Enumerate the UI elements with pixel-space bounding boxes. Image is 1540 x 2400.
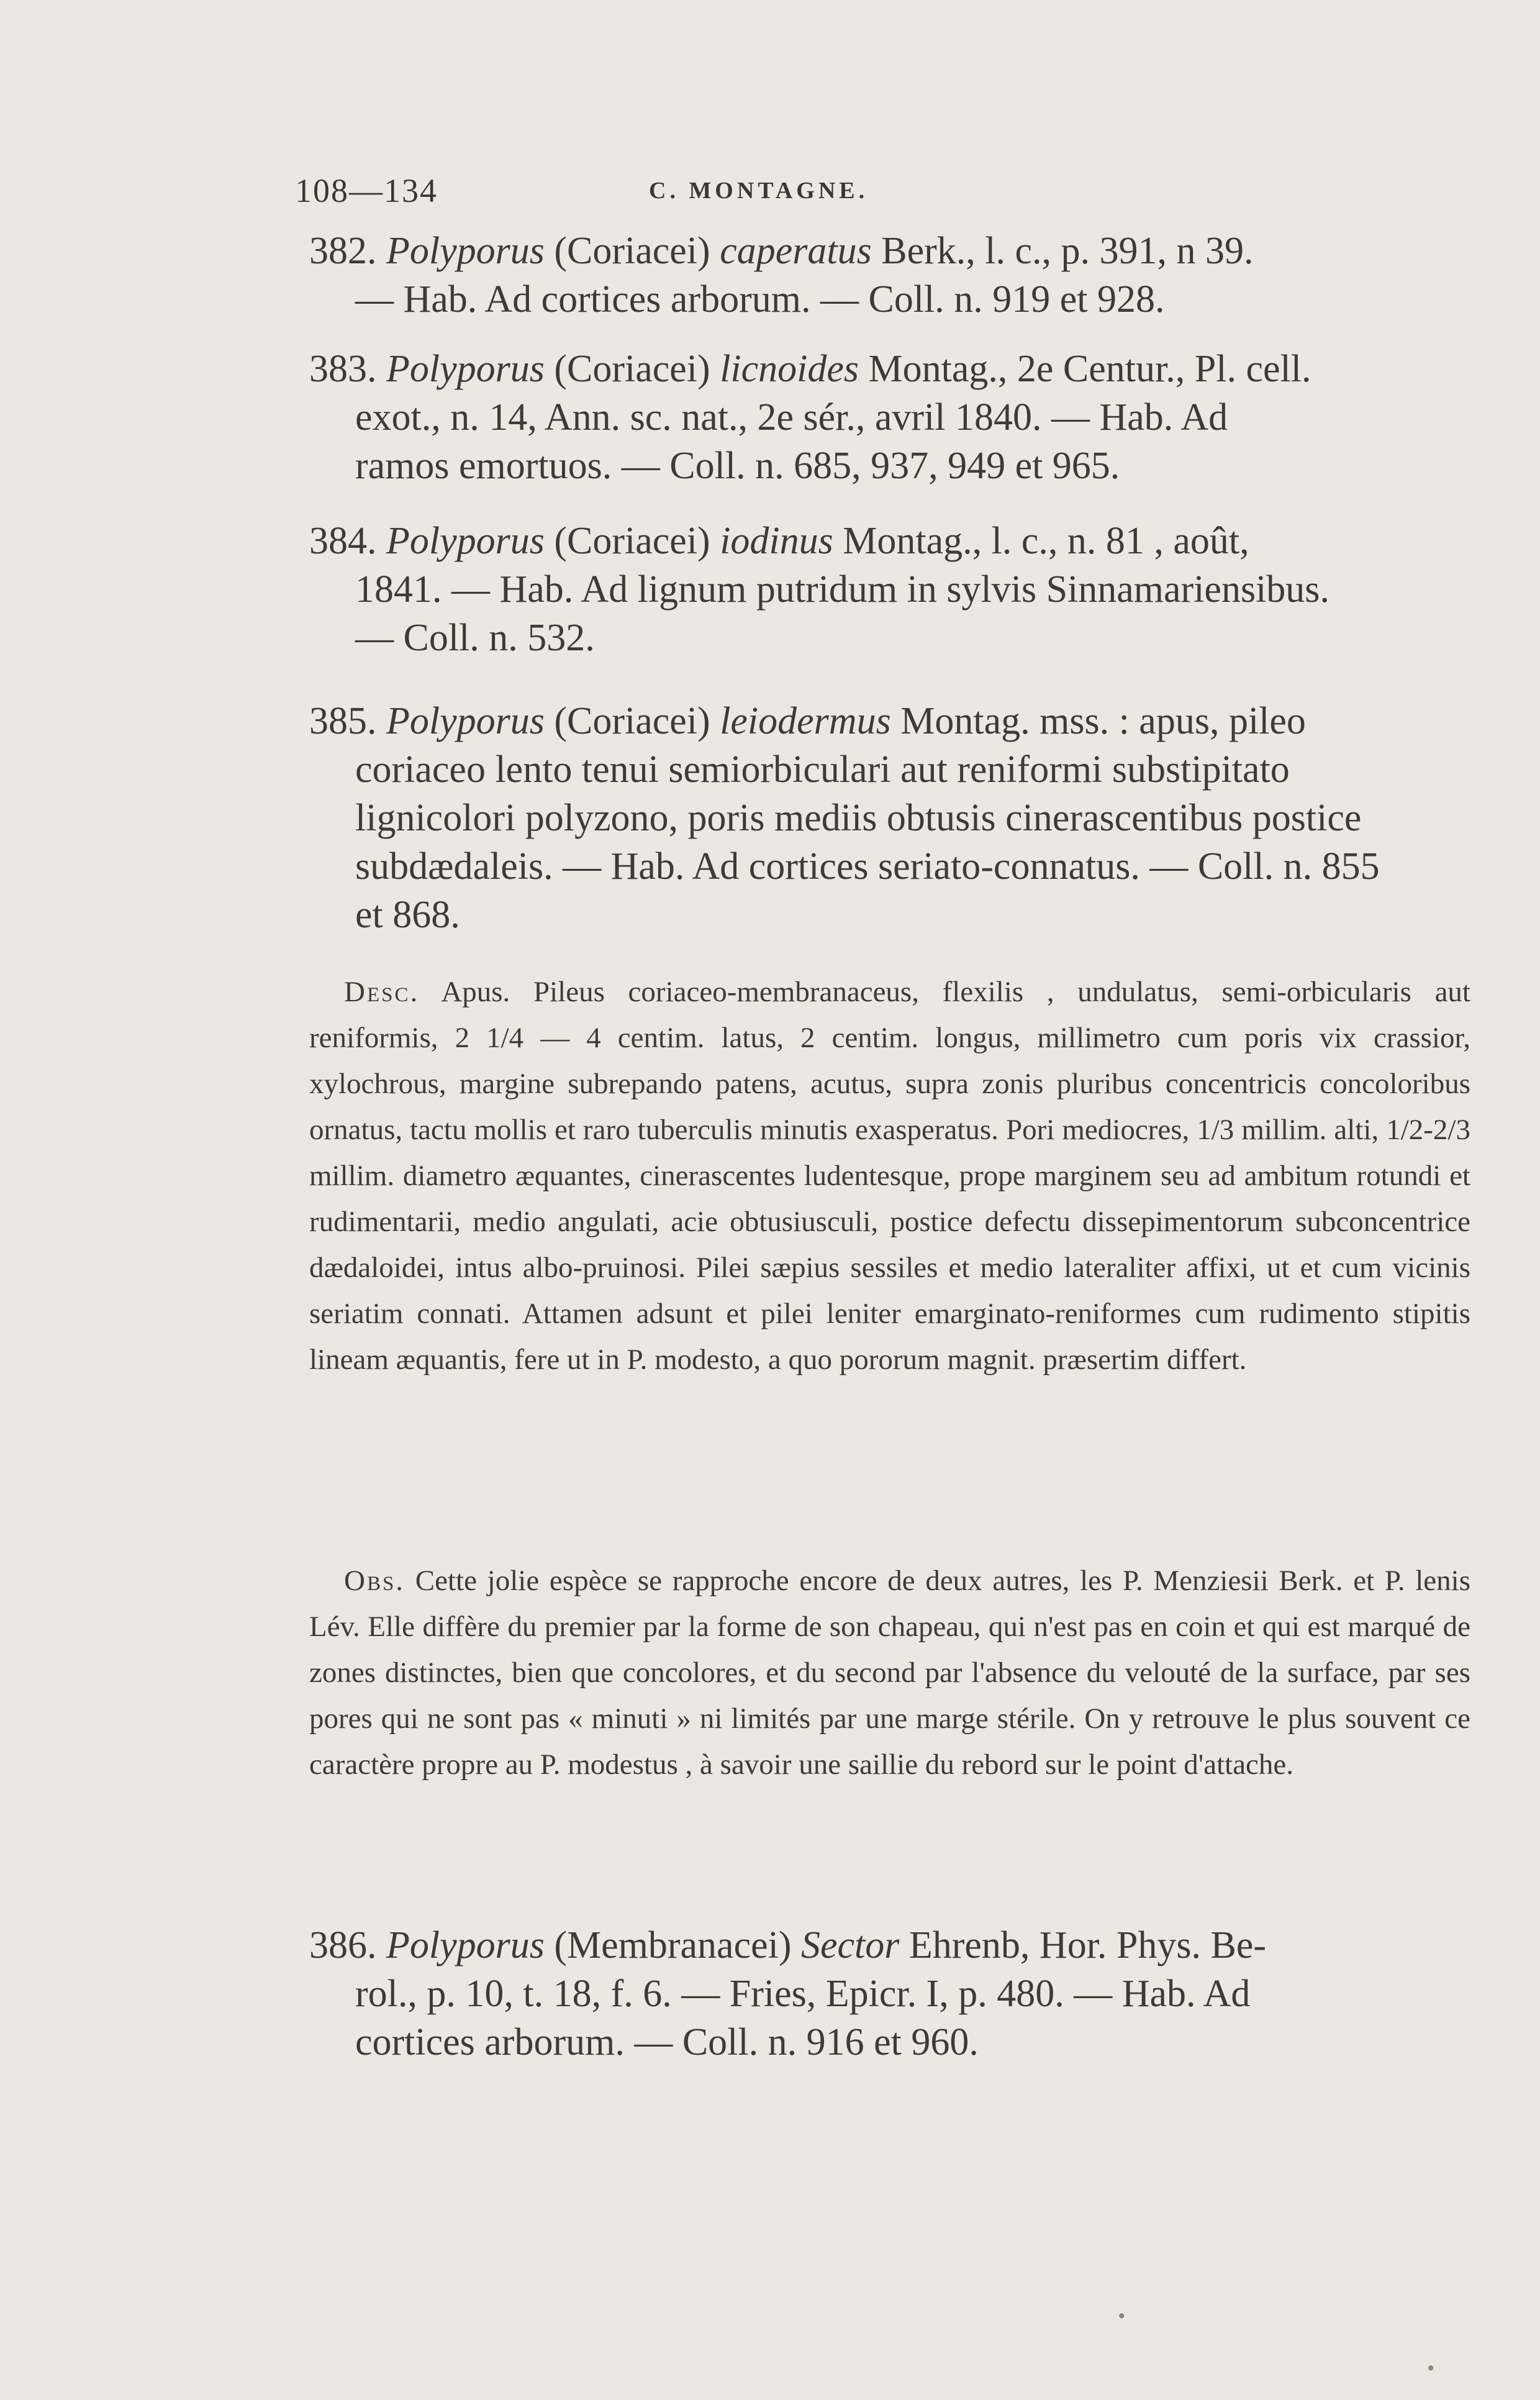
species-name: Sector xyxy=(801,1924,900,1966)
description-text: Apus. Pileus coriaceo-membranaceus, flexilis , undulatus, semi-orbicularis aut reniformis, 2 1/4 — 4 centim. latus, 2 centim. longus, millimetro cum poris vix crassior, xylochrous, margine subrepando patens, acutus, supra zonis pluribus concentricis concoloribus ornatus, tactu mollis et raro tuberculis minutis exasperatus. Pori mediocres, 1/3 millim. alti, 1/2-2/3 millim. diametro æquantes, cinerascentes ludentesque, prope marginem seu ad ambitum rotundi et rudimentarii, medio angulati, acie obtusiusculi, postice defectu dissepimentorum subconcentrice dædaloidei, intus albo-pruinosi. Pilei sæpius sessiles et medio lateraliter affixi, ut et cum vicinis seriatim connati. Attamen adsunt et pilei leniter emarginato-reniformes cum rudimento stipitis lineam æquantis, fere ut in P. modesto, a quo pororum magnit. præsertim differt. xyxy=(309,976,1470,1376)
entry-line: cortices arborum. — Coll. n. 916 et 960. xyxy=(355,2021,979,2063)
species-name: leiodermus xyxy=(720,700,891,742)
species-name: iodinus xyxy=(720,520,833,562)
section-name: (Membranacei) xyxy=(554,1924,792,1966)
species-name: licnoides xyxy=(720,348,859,390)
page-speck: • xyxy=(1116,2306,1127,2327)
genus-name: Polyporus xyxy=(386,700,545,742)
entry-385 xyxy=(309,697,1523,939)
genus-name: Polyporus xyxy=(386,348,545,390)
entry-line: coriaceo lento tenui semiorbiculari aut reniformi substipitato xyxy=(355,748,1290,791)
entry-383 xyxy=(309,345,1523,490)
entry-citation: Berk., l. c., p. 391, n 39. xyxy=(881,230,1254,272)
entry-citation: Montag., 2e Centur., Pl. cell. xyxy=(868,348,1311,390)
entry-line: subdædaleis. — Hab. Ad cortices seriato-connatus. — Coll. n. 855 xyxy=(355,845,1380,888)
entry-386 xyxy=(309,1921,1523,2066)
entry-line: 1841. — Hab. Ad lignum putridum in sylvis Sinnamariensibus. xyxy=(355,568,1329,611)
section-name: (Coriacei) xyxy=(554,700,710,742)
page-header xyxy=(295,163,1475,219)
entry-line: ramos emortuos. — Coll. n. 685, 937, 949 et 965. xyxy=(355,445,1120,487)
entry-citation: Montag., l. c., n. 81 , août, xyxy=(843,520,1249,562)
entry-number: 382. xyxy=(309,230,377,272)
observation-paragraph xyxy=(309,1558,1470,1788)
description-paragraph xyxy=(309,969,1470,1383)
entry-line: — Hab. Ad cortices arborum. — Coll. n. 919 et 928. xyxy=(355,278,1165,320)
entry-line: et 868. xyxy=(355,894,460,936)
entry-382 xyxy=(309,227,1523,324)
description-label: Desc. xyxy=(344,976,420,1008)
genus-name: Polyporus xyxy=(386,230,545,272)
genus-name: Polyporus xyxy=(386,1924,545,1966)
entry-line: exot., n. 14, Ann. sc. nat., 2e sér., avril 1840. — Hab. Ad xyxy=(355,396,1228,439)
page-speck: • xyxy=(1426,2358,1436,2379)
entry-line: — Coll. n. 532. xyxy=(355,617,595,659)
section-name: (Coriacei) xyxy=(554,348,710,390)
entry-number: 386. xyxy=(309,1924,377,1966)
observation-label: Obs. xyxy=(344,1565,405,1597)
entry-384 xyxy=(309,517,1523,662)
entry-citation: Ehrenb, Hor. Phys. Be- xyxy=(908,1924,1267,1966)
section-name: (Coriacei) xyxy=(554,230,710,272)
entry-number: 385. xyxy=(309,700,377,742)
entry-citation: Montag. mss. : apus, pileo xyxy=(900,700,1306,742)
running-title: C. MONTAGNE. xyxy=(649,178,869,204)
entry-number: 384. xyxy=(309,520,377,562)
entry-number: 383. xyxy=(309,348,377,390)
entry-line: lignicolori polyzono, poris mediis obtusis cinerascentibus postice xyxy=(355,797,1362,839)
entry-line: rol., p. 10, t. 18, f. 6. — Fries, Epicr. I, p. 480. — Hab. Ad xyxy=(355,1973,1251,2015)
species-name: caperatus xyxy=(720,230,872,272)
genus-name: Polyporus xyxy=(386,520,545,562)
observation-text: Cette jolie espèce se rapproche encore de deux autres, les P. Menziesii Berk. et P. lenis Lév. Elle diffère du premier par la forme de son chapeau, qui n'est pas en coin et qui est marqué de zones distinctes, bien que concolores, et du second par l'absence du velouté de la surface, par ses pores qui ne sont pas « minuti » ni limités par une marge stérile. On y retrouve le plus souvent ce caractère propre au P. modestus , à savoir une saillie du rebord sur le point d'attache. xyxy=(309,1565,1471,1781)
page-range: 108—134 xyxy=(295,172,438,209)
section-name: (Coriacei) xyxy=(554,520,710,562)
